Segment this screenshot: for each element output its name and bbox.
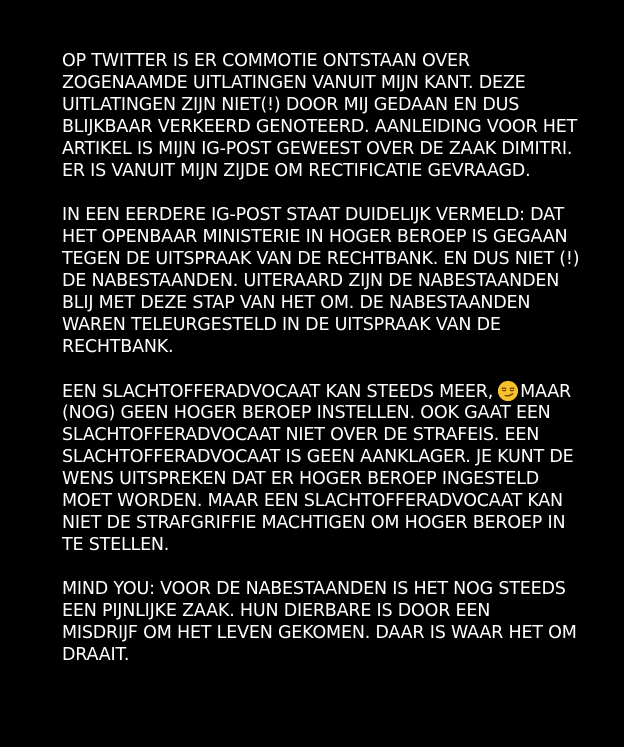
text-line: UITLATINGEN ZIJN NIET(!) DOOR MIJ GEDAAN EN DUS — [62, 95, 520, 115]
paragraph-spacer — [62, 182, 614, 204]
text-fragment: EEN SLACHTOFFERADVOCAAT KAN STEEDS MEER, — [62, 382, 494, 402]
text-line: RECHTBANK. — [62, 337, 174, 357]
text-line: DE NABESTAANDEN. UITERAARD ZIJN DE NABESTAANDEN — [62, 271, 560, 291]
text-line: ARTIKEL IS MIJN IG-POST GEWEEST OVER DE ZAAK DIMITRI. — [62, 139, 573, 159]
text-line: OP TWITTER IS ER COMMOTIE ONTSTAAN OVER — [62, 51, 470, 71]
text-line: SLACHTOFFERADVOCAAT NIET OVER DE STRAFEIS. EEN — [62, 425, 540, 445]
text-line: DRAAIT. — [62, 645, 130, 665]
text-fragment: MAAR — [520, 382, 571, 402]
text-line: HET OPENBAAR MINISTERIE IN HOGER BEROEP IS GEGAAN — [62, 227, 568, 247]
smirking-face-emoji-icon — [497, 380, 519, 402]
paragraph-2 — [62, 204, 614, 358]
text-line: BLIJ MET DEZE STAP VAN HET OM. DE NABESTAANDEN — [62, 293, 531, 313]
text-line: MISDRIJF OM HET LEVEN GEKOMEN. DAAR IS WAAR HET OM — [62, 623, 577, 643]
text-line: BLIJKBAAR VERKEERD GENOTEERD. AANLEIDING VOOR HET — [62, 117, 578, 137]
text-line: IN EEN EERDERE IG-POST STAAT DUIDELIJK VERMELD: DAT — [62, 205, 565, 225]
text-line: ER IS VANUIT MIJN ZIJDE OM RECTIFICATIE GEVRAAGD. — [62, 161, 531, 181]
text-line: EEN PIJNLIJKE ZAAK. HUN DIERBARE IS DOOR EEN — [62, 601, 491, 621]
text-line: WENS UITSPREKEN DAT ER HOGER BEROEP INGESTELD — [62, 469, 540, 489]
paragraph-1 — [62, 50, 614, 182]
text-line: MIND YOU: VOOR DE NABESTAANDEN IS HET NOG STEEDS — [62, 579, 566, 599]
text-line: TE STELLEN. — [62, 535, 170, 555]
paragraph-3 — [62, 380, 614, 556]
text-line: MOET WORDEN. MAAR EEN SLACHTOFFERADVOCAAT KAN — [62, 491, 563, 511]
text-line: ZOGENAAMDE UITLATINGEN VANUIT MIJN KANT. DEZE — [62, 73, 526, 93]
text-line: (NOG) GEEN HOGER BEROEP INSTELLEN. OOK GAAT EEN — [62, 403, 551, 423]
paragraph-spacer — [62, 556, 614, 578]
story-text — [62, 50, 614, 666]
text-line: TEGEN DE UITSPRAAK VAN DE RECHTBANK. EN DUS NIET (!) — [62, 249, 580, 269]
text-line-with-emoji — [62, 380, 614, 402]
paragraph-4 — [62, 578, 614, 666]
text-line: SLACHTOFFERADVOCAAT IS GEEN AANKLAGER. JE KUNT DE — [62, 447, 574, 467]
text-line: WAREN TELEURGESTELD IN DE UITSPRAAK VAN DE — [62, 315, 501, 335]
text-line: NIET DE STRAFGRIFFIE MACHTIGEN OM HOGER BEROEP IN — [62, 513, 566, 533]
paragraph-spacer — [62, 358, 614, 380]
